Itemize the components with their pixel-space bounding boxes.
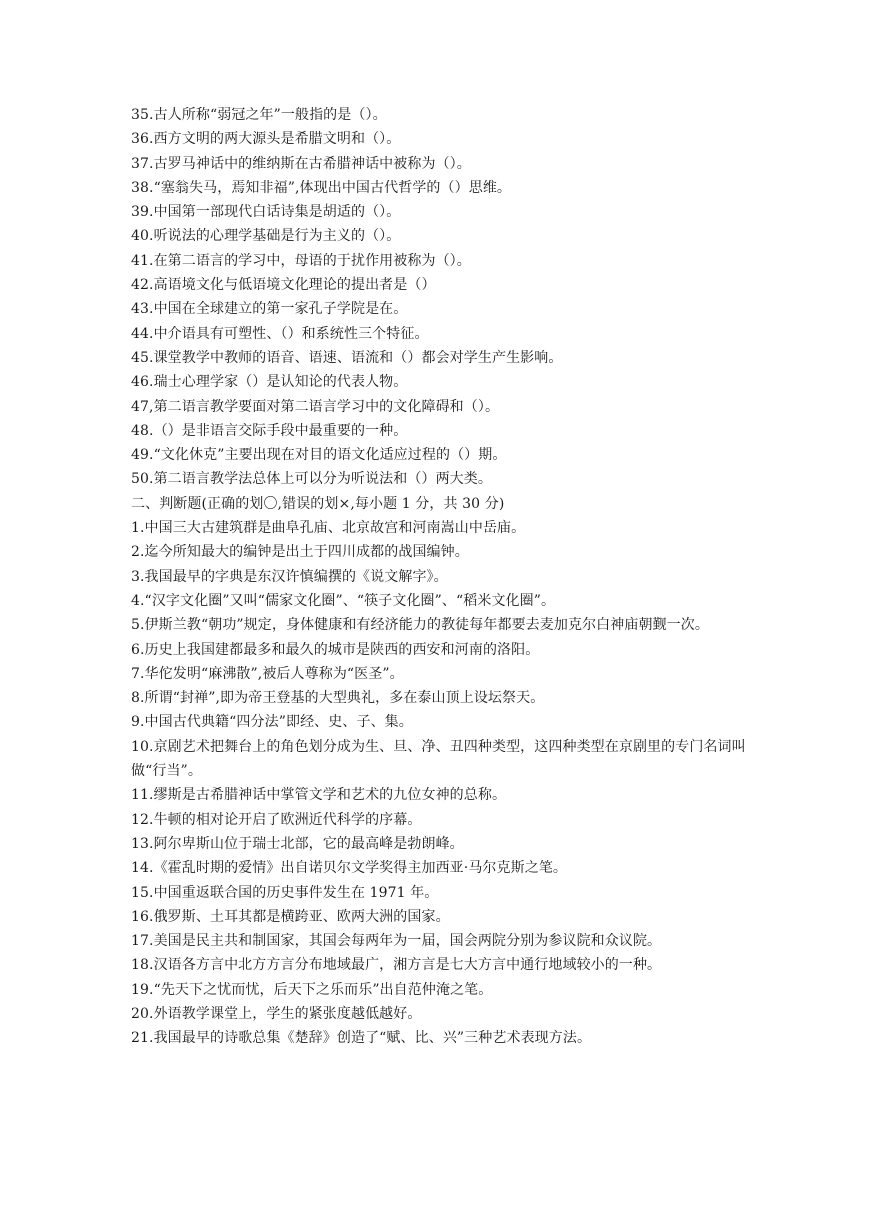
judge-question-13: 13.阿尔卑斯山位于瑞士北部，它的最高峰是勃朗峰。: [131, 835, 464, 852]
question-40: 40.听说法的心理学基础是行为主义的（）。: [131, 228, 401, 245]
judge-question-5: 5.伊斯兰教“朝功”规定，身体健康和有经济能力的教徒每年都要去麦加克尔白神庙朝觐一次。: [131, 617, 709, 634]
question-37: 37.古罗马神话中的维纳斯在古希腊神话中被称为（）。: [131, 155, 471, 172]
question-44: 44.中介语具有可塑性、（）和系统性三个特征。: [131, 325, 429, 342]
question-36: 36.西方文明的两大源头是希腊文明和（）。: [131, 131, 401, 148]
judge-question-21: 21.我国最早的诗歌总集《楚辞》创造了“赋、比、兴”三种艺术表现方法。: [131, 1030, 592, 1047]
question-49: 49.“文化休克”主要出现在对目的语文化适应过程的（）期。: [131, 447, 507, 464]
judge-question-3: 3.我国最早的字典是东汉许慎编撰的《说文解字》。: [131, 568, 448, 585]
judge-question-20: 20.外语教学课堂上，学生的紧张度越低越好。: [131, 1005, 422, 1022]
judge-question-11: 11.缪斯是古希腊神话中掌管文学和艺术的九位女神的总称。: [131, 787, 507, 804]
judge-question-14: 14.《霍乱时期的爱情》出自诺贝尔文学奖得主加西亚·马尔克斯之笔。: [131, 860, 568, 877]
question-39: 39.中国第一部现代白话诗集是胡适的（）。: [131, 204, 401, 221]
judge-question-17: 17.美国是民主共和制国家，其国会每两年为一届，国会两院分别为参议院和众议院。: [131, 933, 662, 950]
question-50: 50.第二语言教学法总体上可以分为听说法和（）两大类。: [131, 471, 492, 488]
question-45: 45.课堂教学中教师的语音、语速、语流和（）都会对学生产生影响。: [131, 349, 563, 366]
judge-question-2: 2.迄今所知最大的编钟是出土于四川成都的战国编钟。: [131, 544, 469, 561]
judge-question-19: 19.“先天下之忧而忧，后天下之乐而乐”出自范仲淹之笔。: [131, 981, 493, 998]
question-47: 47,第二语言教学要面对第二语言学习中的文化障碍和（）。: [131, 398, 500, 415]
question-48: 48.（）是非语言交际手段中最重要的一种。: [131, 422, 408, 439]
judge-question-8: 8.所谓“封禅”,即为帝王登基的大型典礼，多在泰山顶上设坛祭天。: [131, 690, 545, 707]
judge-question-10: 10.京剧艺术把舞台上的角色划分成为生、旦、净、丑四种类型，这四种类型在京剧里的专门名词叫做“行当”。: [131, 738, 746, 780]
question-35: 35.古人所称“弱冠之年”一般指的是（）。: [131, 107, 387, 123]
document-page: [131, 103, 751, 1051]
question-42: 42.高语境文化与低语境文化理论的提出者是（）: [131, 277, 436, 294]
judge-question-16: 16.俄罗斯、土耳其都是横跨亚、欧两大洲的国家。: [131, 908, 450, 925]
section-heading-judge: 二、判断题(正确的划〇,错误的划×,每小题 1 分，共 30 分): [131, 495, 505, 512]
judge-question-6: 6.历史上我国建都最多和最久的城市是陕西的西安和河南的洛阳。: [131, 641, 540, 658]
judge-question-1: 1.中国三大古建筑群是曲阜孔庙、北京故宫和河南嵩山中岳庙。: [131, 520, 526, 537]
judge-question-18: 18.汉语各方言中北方方言分布地域最广，湘方言是七大方言中通行地域较小的一种。: [131, 957, 662, 974]
question-41: 41.在第二语言的学习中，母语的于扰作用被称为（）。: [131, 252, 471, 269]
judge-question-12: 12.牛顿的相对论开启了欧洲近代科学的序幕。: [131, 811, 422, 828]
judge-question-4: 4.“汉字文化圈”又叫“儒家文化圈”、“筷子文化圈”、“稻米文化圈”。: [131, 592, 556, 609]
question-38: 38.“塞翁失马，焉知非福”,体现出中国古代哲学的（）思维。: [131, 179, 512, 196]
judge-question-15: 15.中国重返联合国的历史事件发生在 1971 年。: [131, 884, 439, 901]
judge-question-7: 7.华佗发明“麻沸散”,被后人尊称为“医圣”。: [131, 665, 404, 682]
judge-question-9: 9.中国古代典籍“四分法”即经、史、子、集。: [131, 714, 413, 731]
question-43: 43.中国在全球建立的第一家孔子学院是在。: [131, 301, 408, 318]
question-46: 46.瑞士心理学家（）是认知论的代表人物。: [131, 374, 408, 391]
